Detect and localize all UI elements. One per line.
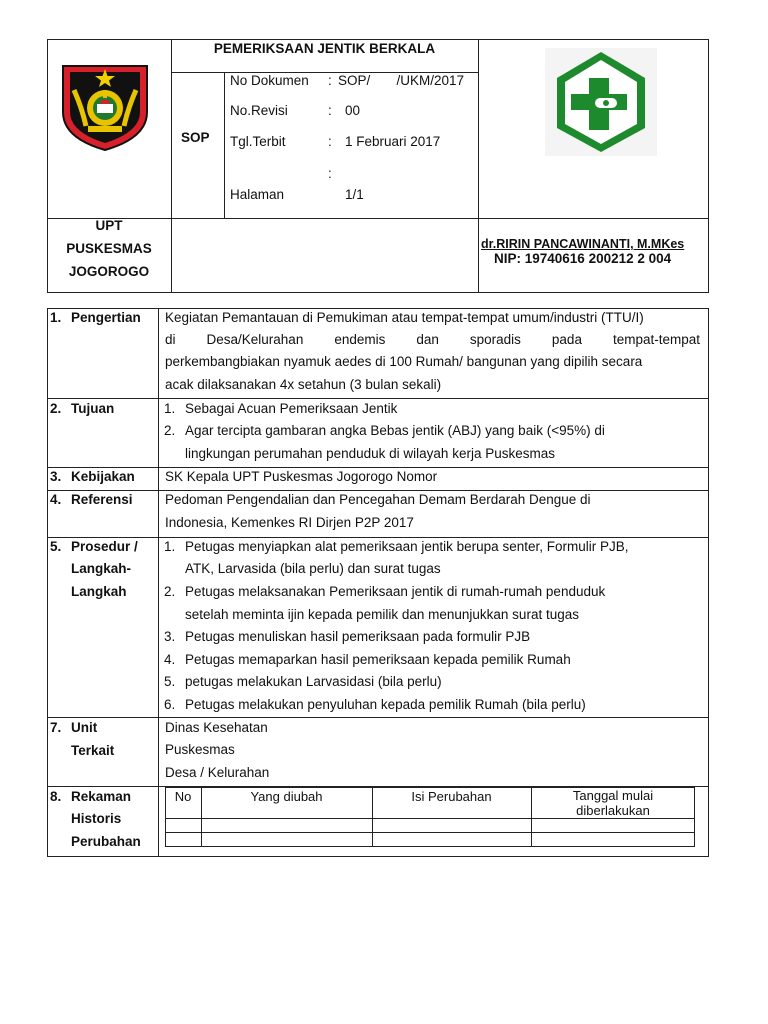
prosedur-item-1-line-1: Petugas menyiapkan alat pemeriksaan jentik berupa senter, Formulir PJB, (185, 539, 629, 554)
meta-sep: : (328, 103, 332, 118)
unit-line-2: Puskesmas (165, 742, 235, 757)
row-label-kebijakan: Kebijakan (71, 469, 135, 484)
pengertian-line-3: perkembangbiakan nyamuk aedes di 100 Rumah/ bangunan yang dipilih secara (165, 354, 643, 369)
meta-sep: : (328, 134, 332, 149)
prosedur-item-5: petugas melakukan Larvasidasi (bila perlu) (185, 674, 442, 689)
rev-col-yang-diubah: Yang diubah (250, 789, 323, 804)
document-title: PEMERIKSAAN JENTIK BERKALA (213, 41, 436, 56)
tujuan-item-2-line-2: lingkungan perumahan penduduk di wilayah kerja Puskesmas (185, 446, 555, 461)
row-label-tujuan: Tujuan (71, 401, 115, 416)
meta-value-terbit: 1 Februari 2017 (345, 134, 441, 149)
list-number: 5. (164, 674, 176, 689)
row-label-referensi: Referensi (71, 492, 133, 507)
row-number: 5. (50, 539, 62, 554)
list-number: 1. (164, 539, 176, 554)
regency-crest-logo (60, 60, 150, 152)
row-number: 3. (50, 469, 62, 484)
row-number: 8. (50, 789, 62, 804)
tujuan-item-2-line-1: Agar tercipta gambaran angka Bebas jentik (ABJ) yang baik (<95%) di (185, 423, 605, 438)
row-label-rekaman-1: Rekaman (71, 789, 132, 804)
row-label-prosedur-1: Prosedur / (71, 539, 138, 554)
puskesmas-logo (545, 48, 657, 156)
sop-label: SOP (181, 130, 210, 145)
row-label-pengertian: Pengertian (71, 310, 141, 325)
unit-line-1: Dinas Kesehatan (165, 720, 268, 735)
prosedur-item-2-line-1: Petugas melaksanakan Pemeriksaan jentik di rumah-rumah penduduk (185, 584, 606, 599)
meta-label-revisi: No.Revisi (230, 103, 288, 118)
meta-sep: : (328, 73, 332, 88)
org-line-2: PUSKESMAS (66, 241, 152, 256)
referensi-line-2: Indonesia, Kemenkes RI Dirjen P2P 2017 (165, 515, 414, 530)
pengertian-line-2: di Desa/Kelurahan endemis dan sporadis pada tempat-tempat (165, 332, 700, 347)
pengertian-line-4: acak dilaksanakan 4x setahun (3 bulan sekali) (165, 377, 442, 392)
prosedur-item-4: Petugas memaparkan hasil pemeriksaan kepada pemilik Rumah (185, 652, 571, 667)
rev-col-isi-perubahan: Isi Perubahan (411, 789, 492, 804)
row-label-unit-2: Terkait (71, 743, 115, 758)
row-number: 7. (50, 720, 62, 735)
rev-col-tanggal-1: Tanggal mulai (572, 788, 654, 803)
list-number: 2. (164, 584, 176, 599)
meta-value-halaman: 1/1 (345, 187, 364, 202)
signer-name: dr.RIRIN PANCAWINANTI, M.MKes (481, 237, 685, 251)
row-label-rekaman-2: Historis (71, 811, 122, 826)
rev-col-tanggal-2: diberlakukan (576, 803, 650, 818)
row-number: 1. (50, 310, 62, 325)
meta-label-terbit: Tgl.Terbit (230, 134, 286, 149)
prosedur-item-3: Petugas menuliskan hasil pemeriksaan pada formulir PJB (185, 629, 531, 644)
list-number: 4. (164, 652, 176, 667)
row-label-prosedur-2: Langkah- (71, 561, 132, 576)
list-number: 2. (164, 423, 176, 438)
list-number: 3. (164, 629, 176, 644)
rev-col-no: No (174, 789, 192, 804)
meta-label-no-dokumen: No Dokumen (230, 73, 309, 88)
referensi-line-1: Pedoman Pengendalian dan Pencegahan Demam Berdarah Dengue di (165, 492, 591, 507)
org-line-3: JOGOROGO (68, 264, 150, 279)
row-label-unit-1: Unit (71, 720, 98, 735)
row-number: 2. (50, 401, 62, 416)
tujuan-item-1: Sebagai Acuan Pemeriksaan Jentik (185, 401, 398, 416)
meta-sep: : (328, 166, 332, 181)
prosedur-item-6: Petugas melakukan penyuluhan kepada pemilik Rumah (bila perlu) (185, 697, 586, 712)
row-label-prosedur-3: Langkah (71, 584, 127, 599)
list-number: 6. (164, 697, 176, 712)
meta-value-revisi: 00 (345, 103, 361, 118)
row-label-rekaman-3: Perubahan (71, 834, 141, 849)
list-number: 1. (164, 401, 176, 416)
meta-label-halaman: Halaman (230, 187, 285, 202)
org-line-1: UPT (95, 218, 123, 233)
row-number: 4. (50, 492, 62, 507)
kebijakan-text: SK Kepala UPT Puskesmas Jogorogo Nomor (165, 469, 438, 484)
meta-value-no-dokumen: SOP/ /UKM/2017 (338, 73, 465, 88)
signer-nip: NIP: 19740616 200212 2 004 (494, 251, 672, 266)
pengertian-line-1: Kegiatan Pemantauan di Pemukiman atau tempat-tempat umum/industri (TTU/I) (165, 310, 644, 325)
prosedur-item-2-line-2: setelah meminta ijin kepada pemilik dan menunjukkan surat tugas (185, 607, 579, 622)
prosedur-item-1-line-2: ATK, Larvasida (bila perlu) dan surat tugas (185, 561, 441, 576)
unit-line-3: Desa / Kelurahan (165, 765, 270, 780)
